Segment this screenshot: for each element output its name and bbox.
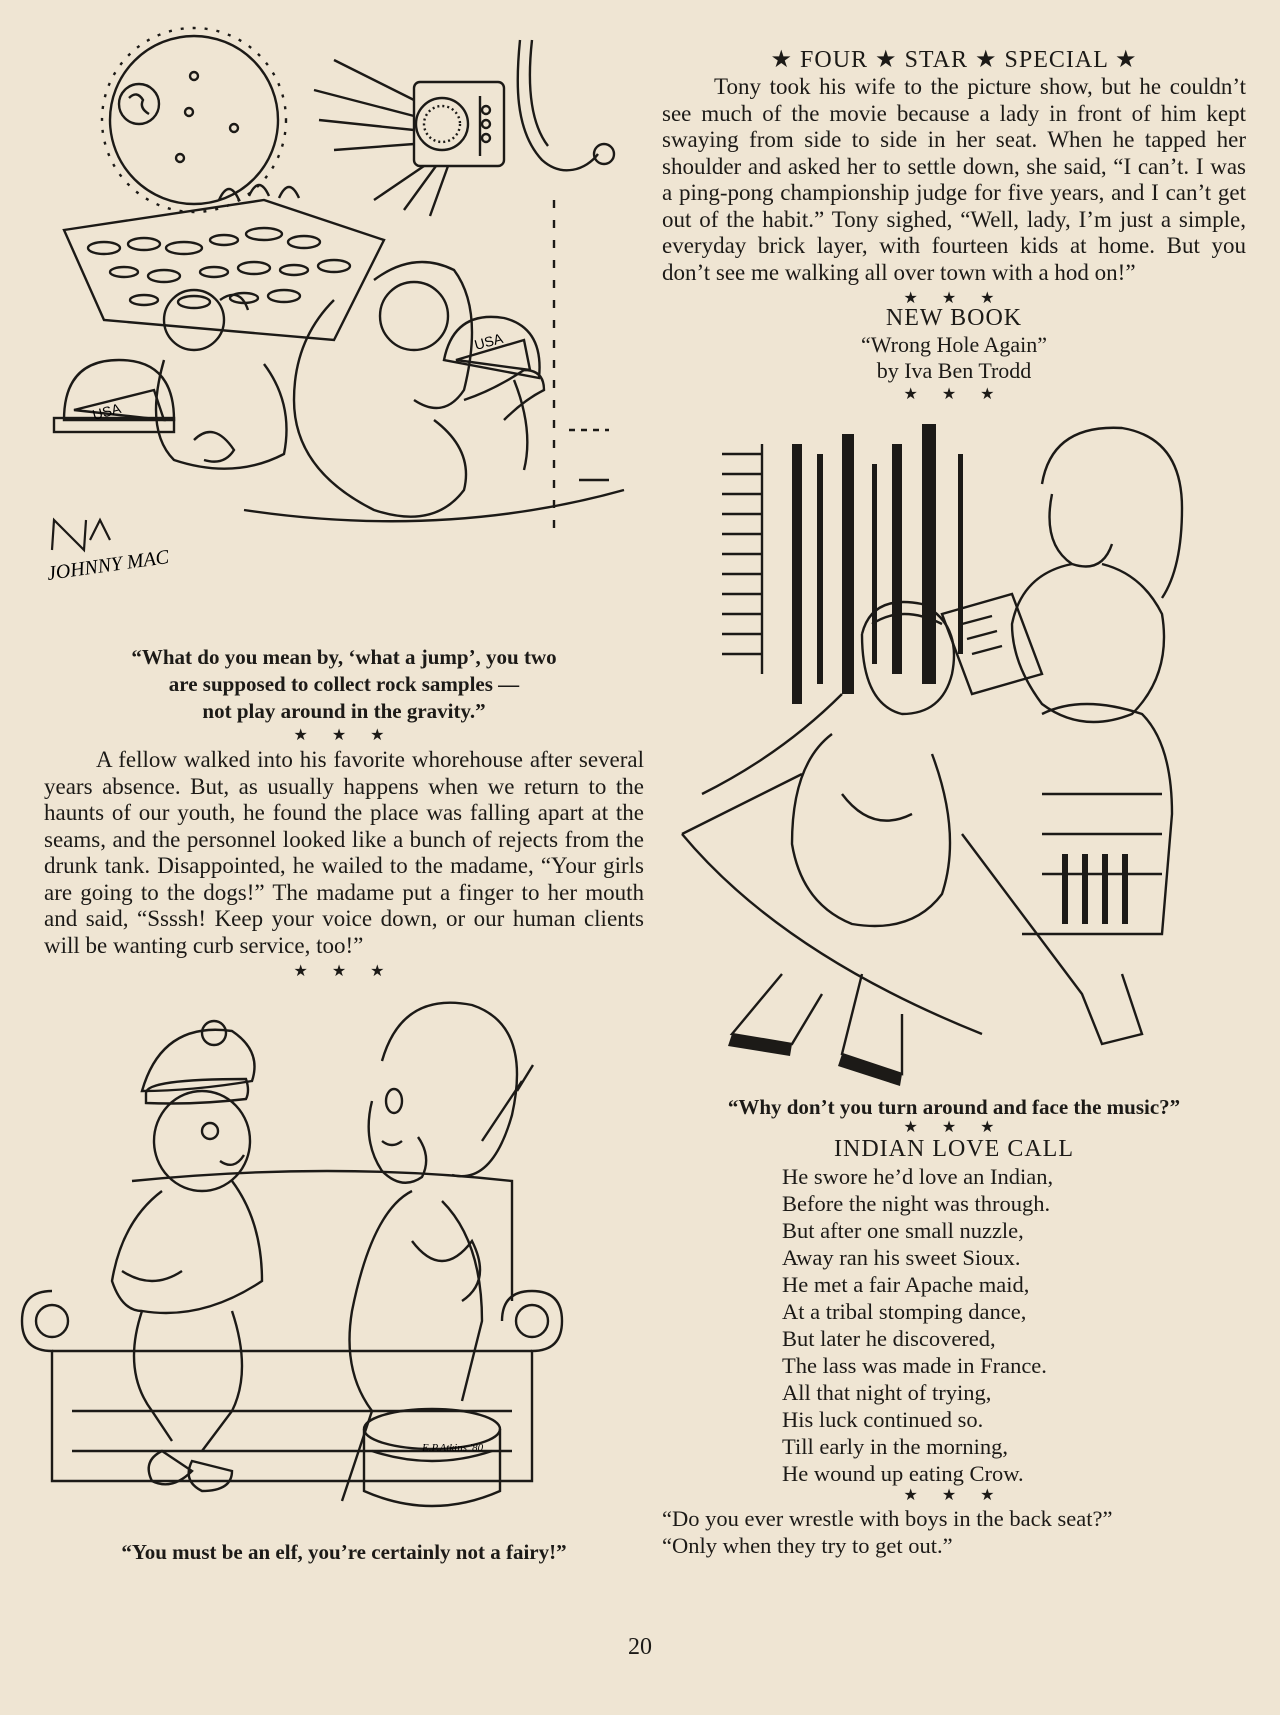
new-book-title: “Wrong Hole Again” <box>860 332 1048 357</box>
cartoon-astronauts <box>44 20 644 620</box>
poem-line: His luck continued so. <box>782 1407 984 1432</box>
four-star-special-heading: ★ FOUR ★ STAR ★ SPECIAL ★ <box>770 47 1138 73</box>
cartoon-2-caption: “You must be an elf, you’re certainly not a fairy!” <box>121 1540 567 1564</box>
cartoonist-signature: JOHNNY MAC <box>45 546 171 585</box>
caption-line-3: not play around in the gravity.” <box>202 699 486 723</box>
dialogue-line-2: “Only when they try to get out.” <box>662 1533 953 1558</box>
poem-line: Before the night was through. <box>782 1191 1051 1216</box>
cartoon-elf <box>12 981 644 1531</box>
caption-line-1: “What do you mean by, ‘what a jump’, you two <box>131 645 557 669</box>
helmet-label-right: USA <box>472 329 505 353</box>
cartoon-3-caption: “Why don’t you turn around and face the music?” <box>727 1095 1181 1119</box>
poem-line: But later he discovered, <box>782 1326 996 1351</box>
music-illustration <box>662 414 1246 1094</box>
poem-title: INDIAN LOVE CALL <box>834 1136 1074 1162</box>
dialogue-line-1: “Do you ever wrestle with boys in the back seat?” <box>662 1506 1113 1531</box>
poem-line: All that night of trying, <box>782 1380 992 1405</box>
left-column <box>44 20 644 1566</box>
star-separator: ★ ★ ★ <box>903 1119 1005 1136</box>
astronaut-illustration <box>44 20 644 620</box>
elf-illustration <box>12 981 572 1531</box>
joke-whorehouse: A fellow walked into his favorite whorehouse after several years absence. But, as usually happens when we return to the haunts of our youth, he found the place was falling apart at the seams, and the personnel looked like a bunch of rejects from the drunk tank. Disappointed, he wailed to the madame, “Your girls are going to the dogs!” The madame put a finger to her mouth and said, “Ssssh! Keep your voice down, or our human clients will be wanting curb service, too!” <box>44 747 644 958</box>
cartoon-music <box>662 414 1246 1094</box>
star-separator: ★ ★ ★ <box>903 386 1005 403</box>
star-separator: ★ ★ ★ <box>903 1487 1005 1504</box>
cartoon-1-caption <box>44 644 644 725</box>
poem-line: But after one small nuzzle, <box>782 1218 1024 1243</box>
right-column <box>662 46 1246 1559</box>
poem-line: He met a fair Apache maid, <box>782 1272 1030 1297</box>
poem-line: Away ran his sweet Sioux. <box>782 1245 1021 1270</box>
poem-indian-love-call <box>782 1163 1246 1487</box>
new-book-heading: NEW BOOK <box>885 305 1023 331</box>
cartoonist-signature-elf: E.P.Atkins '80 <box>422 1442 484 1454</box>
poem-line: At a tribal stomping dance, <box>782 1299 1027 1324</box>
poem-line: He wound up eating Crow. <box>782 1461 1024 1486</box>
joke-tony: Tony took his wife to the picture show, but he couldn’t see much of the movie because a lady in front of him kept swaying from side to side in her seat. When he tapped her shoulder and asked her to settle down, she said, “I can’t. I was a ping-pong championship judge for five years, and I can’t get out of the habit.” Tony sighed, “Well, lady, I’m just a simple, everyday brick layer, with fourteen kids at home. But you don’t see me walking all over town with a hod on!” <box>662 74 1246 285</box>
star-separator: ★ ★ ★ <box>903 290 1005 307</box>
caption-line-2: are supposed to collect rock samples — <box>168 672 520 696</box>
helmet-label-left: USA <box>90 399 123 423</box>
page-number: 20 <box>628 1634 652 1660</box>
poem-line: Till early in the morning, <box>782 1434 1009 1459</box>
star-separator: ★ ★ ★ <box>293 727 395 744</box>
poem-line: He swore he’d love an Indian, <box>782 1164 1054 1189</box>
poem-line: The lass was made in France. <box>782 1353 1047 1378</box>
joke-back-seat <box>662 1505 1246 1559</box>
new-book-author: by Iva Ben Trodd <box>876 358 1032 383</box>
star-separator: ★ ★ ★ <box>293 963 395 980</box>
